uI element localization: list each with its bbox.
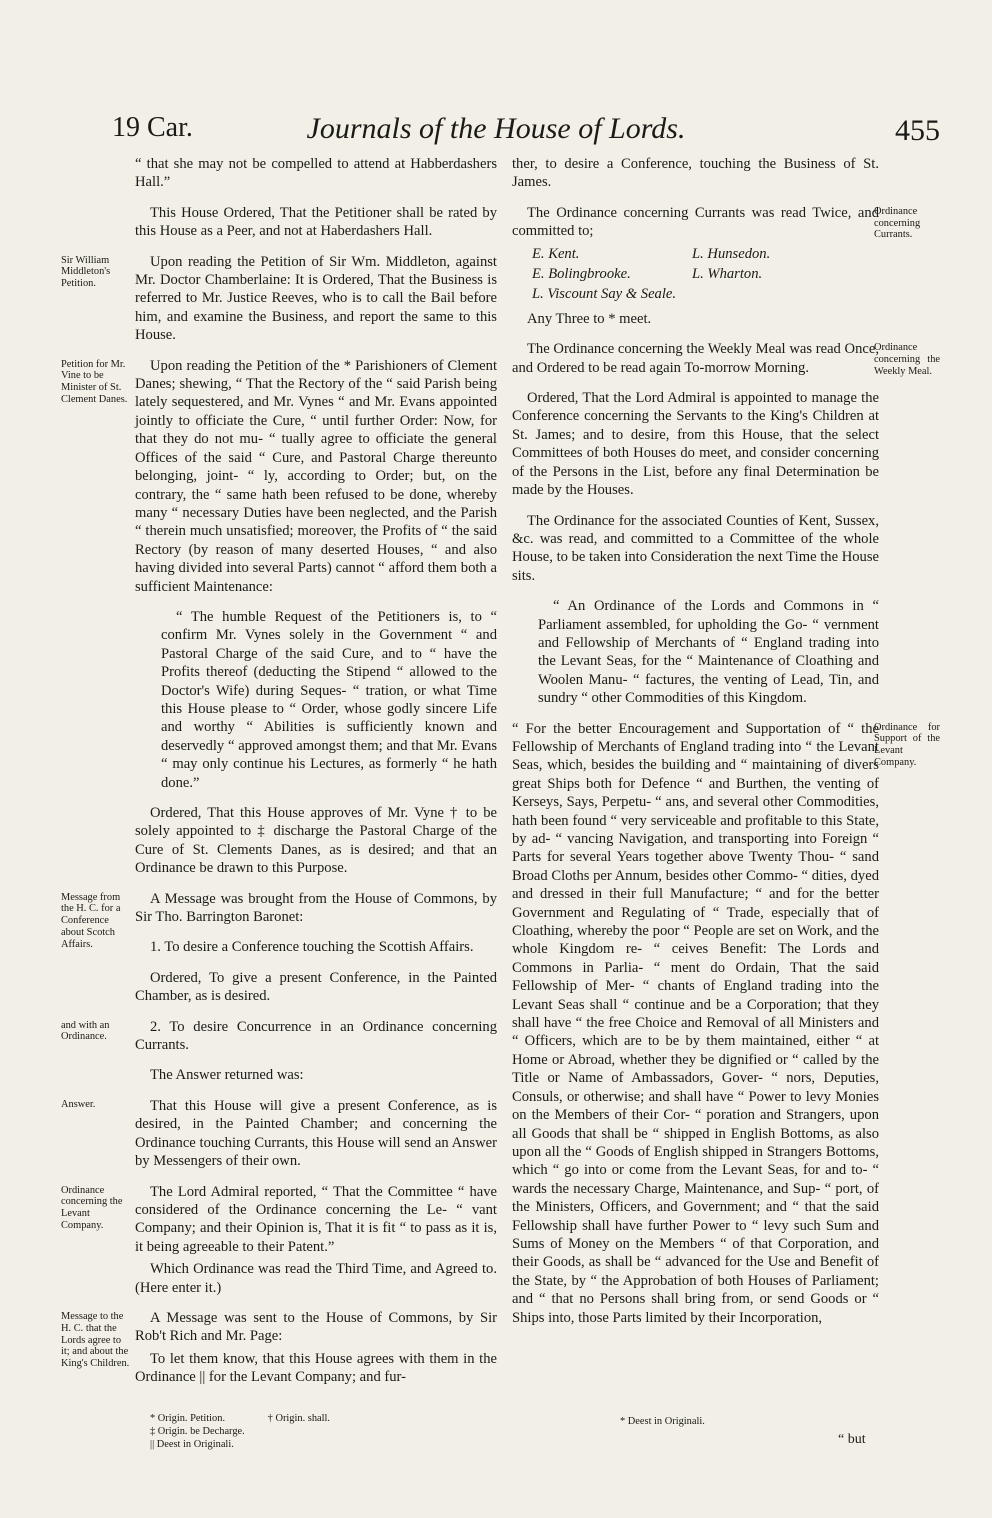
paragraph-text: Ordered, To give a present Conference, in the Painted Chamber, as is desired.	[135, 969, 497, 1005]
margin-note: Ordinance for Support of the Levant Company.	[874, 721, 940, 768]
paragraph-block	[512, 204, 921, 241]
paragraph-text: The Ordinance for the associated Counties of Kent, Sussex, &c. was read, and committed to a Committee of the whole House, to be taken into Consideration the next Time the House sits.	[512, 512, 879, 584]
paragraph-text: This House Ordered, That the Petitioner shall be rated by this House as a Peer, and not at Haberdashers Hall.	[135, 204, 497, 240]
paragraph-block	[512, 310, 879, 328]
paragraph-block	[512, 389, 879, 499]
paragraph-text: Which Ordinance was read the Third Time, and Agreed to. (Here enter it.)	[135, 1261, 497, 1296]
paragraph-block	[61, 253, 497, 345]
margin-note: Message from the H. C. for a Conference about Scotch Affairs.	[61, 891, 121, 950]
paragraph-block	[512, 245, 879, 304]
footnote-right: * Deest in Originali.	[620, 1416, 705, 1427]
footnote: * Origin. Petition.	[150, 1413, 226, 1424]
committee-member: E. Bolingbrooke.	[532, 266, 631, 283]
footnotes-left	[150, 1412, 500, 1451]
paragraph-block	[512, 720, 940, 1327]
committee-member: L. Wharton.	[692, 266, 763, 283]
paragraph-block	[135, 1260, 497, 1297]
paragraph-text: Ordered, That this House approves of Mr. Vyne † to be solely appointed to ‡ discharge the Pastoral Charge of the Cure of St. Clements Danes, as is desired; and that an Ordinance be drawn to this Purpose.	[135, 805, 497, 877]
footnote: ‡ Origin. be Decharge.	[150, 1426, 245, 1437]
margin-note: Ordinance concerning the Weekly Meal.	[874, 342, 940, 377]
paragraph-text: 1. To desire a Conference touching the Scottish Affairs.	[150, 939, 474, 956]
paragraph-text: To let them know, that this House agrees with them in the Ordinance || for the Levant Company; and fur-	[135, 1350, 497, 1386]
margin-note: Answer.	[61, 1098, 96, 1110]
footnote: † Origin. shall.	[267, 1413, 330, 1424]
paragraph-block	[512, 512, 879, 586]
paragraph-text: “ For the better Encouragement and Supportation of “ the Fellowship of Merchants of England trading into “ the Levant Seas, which, besides the building and “ maintaining of divers great Ships both for Defence “ and Burthen, the venting of Kerseys, Says, Perpetu- “ ans, and several other Commodities, hath been found “ very serviceable and profitable to this State, by ad- “ vancing Navigation, and transporting into Foreign “ Parts for several Years together above Twenty Thou- “ sand Broad Cloths per Annum, besides other Commo- “ dities, dyed and dressed in their full Manufacture; “ and for the better Government and Regulating of “ Trade, especially that of Cloathing, whereby the poor “ People are set on Work, and the whole Kingdom re- “ ceives Benefit: The Lords and Commons in Parlia- “ ment do Ordain, That the said Fellowship of Mer- “ chants of England trading into the Levant Seas shall “ continue and be a Corporation; that they shall have “ the free Choice and Removal of all Ministers and “ Officers, which are to be by them maintained, either “ at Home or Abroad, whether they be dignified or “ called by the Title or Name of Ambassadors, Gover- “ nors, Deputies, Consuls, or otherwise; and shall have “ Power to levy Monies on the Members of their Cor- “ poration and Strangers, upon all Goods that shall be “ shipped in English Bottoms, as also upon all the “ Goods of English shipped in Strangers Bottoms, which “ go into or come from the Levant Seas, for and to- “ wards the necessary Charge, Maintenance, and Sup- “ port, of the Ministers, Officers, and Government; and “ that the said Fellowship shall have further Power to “ levy such Sum and Sums of Money on the Members “ of that Corporation, and their Goods, as shall be “ advanced for the Use and Benefit of the State, by “ the Approbation of both Houses of Parliament; and “ that no Persons shall bring from, or send Goods or “ Ships into, those Parts limited by their Incorporation,	[512, 720, 879, 1326]
header-left: 19 Car.	[112, 112, 193, 143]
margin-note: Ordinance concerning the Levant Company.	[61, 1184, 123, 1231]
committee-member: L. Hunsedon.	[692, 245, 771, 262]
left-column	[61, 155, 497, 1399]
margin-note: Petition for Mr. Vine to be Minister of St. Clement Danes.	[61, 358, 128, 406]
paragraph-block	[61, 357, 497, 596]
paragraph-block	[135, 804, 497, 878]
page-title: Journals of the House of Lords.	[306, 112, 686, 145]
margin-note: Sir William Middleton's Petition.	[61, 254, 111, 290]
margin-note: Message to the H. C. that the Lords agree to it; and about the King's Children.	[61, 1310, 130, 1370]
paragraph-text: The Answer returned was:	[150, 1067, 304, 1084]
paragraph-text: A Message was brought from the House of Commons, by Sir Tho. Barrington Baronet:	[135, 890, 497, 926]
paragraph-text: Upon reading the Petition of the * Parishioners of Clement Danes; shewing, “ That the Rectory of the “ said Parish being lately sequestered, and Mr. Vynes “ and Mr. Evans appointed jointly to officiate the Cure, “ until further Order: Now, for that they do not mu- “ tually agree to officiate the general Offices of the said “ Cure, and Pastoral Charge thereunto belonging, joint- “ ly, according to Order; but, on the contrary, the “ same hath been refused to be done, whereby many “ necessary Duties have been neglected, and the Parish “ therein much unsatisfied; moreover, the Profits of “ the said Rectory (by reason of many deserted Houses, “ and also having divided into several Parts) cannot “ afford them both a sufficient Maintenance:	[135, 357, 497, 595]
paragraph-text: Upon reading the Petition of Sir Wm. Middleton, against Mr. Doctor Chamberlaine: It is Ordered, That the Business is referred to Mr. Justice Reeves, who is to call the Bail before him, and examine the Business, and report the same to this House.	[135, 253, 497, 344]
footnote: || Deest in Originali.	[150, 1439, 234, 1450]
paragraph-block	[61, 1183, 497, 1257]
committee-list	[532, 245, 879, 304]
paragraph-text: Ordered, That the Lord Admiral is appointed to manage the Conference concerning the Servants to the King's Children at St. James; and to desire, from this House, that the select Committees of both Houses do meet, and consider concerning of the Persons in the List, before any final Determination be made by the Houses.	[512, 390, 879, 499]
paragraph-block	[512, 597, 879, 707]
catchword: “ but	[838, 1432, 866, 1447]
paragraph-text: 2. To desire Concurrence in an Ordinance concerning Currants.	[135, 1018, 497, 1054]
paragraph-block	[135, 1350, 497, 1387]
paragraph-block	[61, 1097, 497, 1171]
paragraph-block	[135, 938, 497, 956]
paragraph-text: ther, to desire a Conference, touching the Business of St. James.	[512, 156, 879, 191]
right-column	[512, 155, 940, 1339]
paragraph-text: The Ordinance concerning Currants was read Twice, and committed to;	[512, 204, 879, 240]
paragraph-block	[512, 340, 940, 377]
paragraph-text: “ that she may not be compelled to attend at Habberdashers Hall.”	[135, 156, 497, 191]
paragraph-text: The Lord Admiral reported, “ That the Committee “ have considered of the Ordinance concerning the Le- “ vant Company; and their Opinion is, That it is fit “ to pass as it is, it being agreeable to their Patent.”	[135, 1183, 497, 1255]
paragraph-block	[135, 155, 497, 192]
paragraph-text: Any Three to * meet.	[527, 310, 652, 327]
committee-member: L. Viscount Say & Seale.	[532, 286, 677, 303]
page-number: 455	[895, 114, 940, 147]
paragraph-block	[135, 204, 497, 241]
paragraph-text: “ An Ordinance of the Lords and Commons in “ Parliament assembled, for upholding the Go- “ vernment and Fellowship of Merchants of “ England trading into the Levant Seas, for the “ Maintenance of Cloathing and Woolen Manu- “ factures, the venting of Lead, Tin, and sundry “ other Commodities of this Kingdom.	[538, 598, 879, 707]
paragraph-text: A Message was sent to the House of Commons, by Sir Rob't Rich and Mr. Page:	[135, 1309, 497, 1345]
paragraph-text: That this House will give a present Conference, as is desired, in the Painted Chamber; and concerning the Ordinance touching Currants, this House will send an Answer by Messengers of their own.	[135, 1097, 497, 1170]
margin-note: Ordinance concerning Currants.	[874, 205, 921, 241]
paragraph-block	[512, 155, 879, 192]
paragraph-block	[135, 969, 497, 1006]
paragraph-block	[135, 608, 497, 792]
margin-note: and with an Ordinance.	[61, 1019, 110, 1043]
paragraph-text: The Ordinance concerning the Weekly Meal was read Once, and Ordered to be read again To-morrow Morning.	[512, 341, 879, 376]
paragraph-block	[61, 1018, 497, 1055]
paragraph-block	[135, 1066, 497, 1084]
committee-member: E. Kent.	[532, 245, 580, 262]
paragraph-text: “ The humble Request of the Petitioners is, to “ confirm Mr. Vynes solely in the Government “ and Pastoral Charge of the said Cure, and to “ have the Profits thereof (deducting the Stipend “ allowed to the Doctor's Wife) during Seques- “ tration, or what Time this House please to “ Order, whose godly sincere Life and worthy “ Abilities is sufficiently known and deservedly “ approved amongst them; and that Mr. Evans “ may only continue his Lectures, as formerly “ he hath done.”	[161, 608, 497, 791]
